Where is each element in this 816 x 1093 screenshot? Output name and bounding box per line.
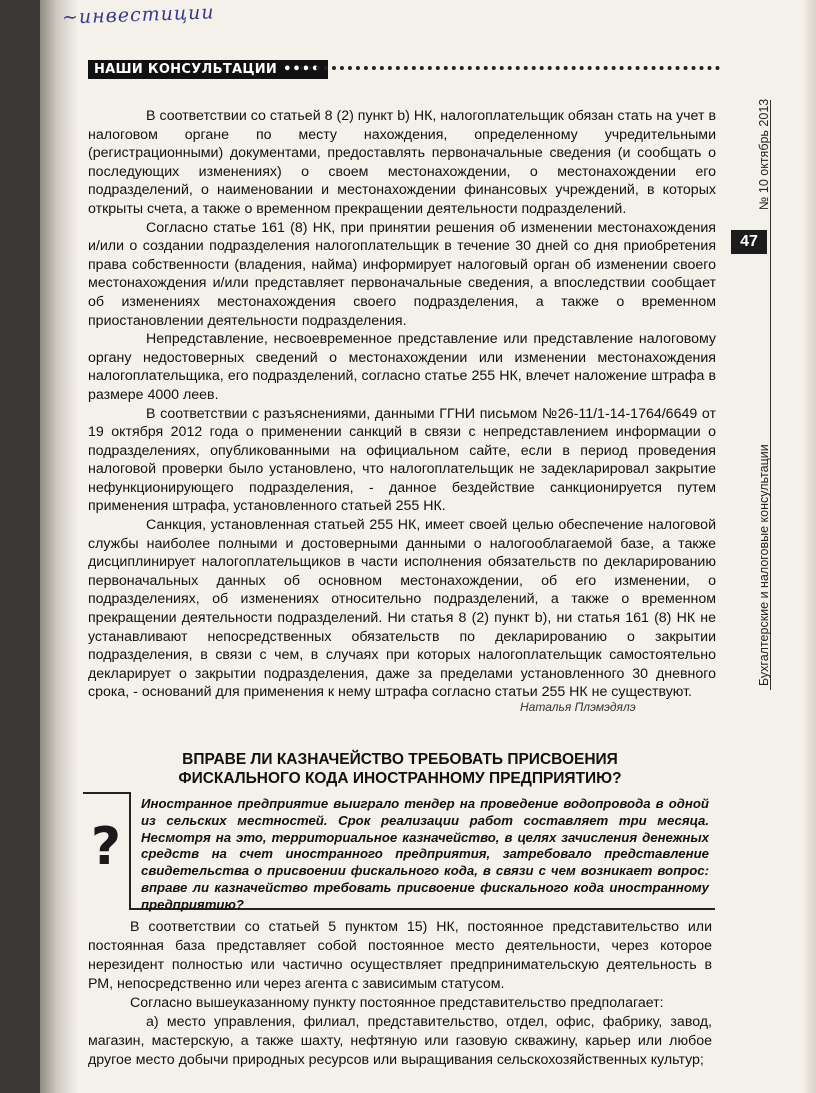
paragraph: Согласно вышеуказанному пункту постоянное представительство предполагает: <box>130 995 664 1011</box>
journal-issue: № 10 октябрь 2013 <box>757 98 771 210</box>
handwritten-note: ~инвестиции <box>61 1 215 29</box>
header-dotted-rule <box>300 66 720 70</box>
page-edge <box>802 0 816 1093</box>
section-header <box>88 60 328 79</box>
book-gutter <box>40 0 78 1093</box>
journal-name: Бухгалтерские и налоговые консультации <box>757 444 771 686</box>
paragraph: Санкция, установленная статьей 255 НК, имеет своей целью обеспечение налоговой службы наиболее полными и достоверными данными о налогооблагаемой базе, а также дисциплинирует налогоплательщиков в части исполнения обязательств по декларированию первоначальных данных об основном местонахождении, об его изменении, о подразделениях, об изменениях относительно подразделений, а также о временном прекращении деятельности подразделений. Ни статья 8 (2) пункт b), ни статья 161 (8) НК не устанавливают непосредственных обязательств по декларированию о закрытии подразделения, в связи с чем, в случаях при которых налогоплательщик самостоятельно декларирует о закрытии подразделения, даже за пределами установленного 30 дневного срока, - оснований для применения к нему штрафа согласно статьи 255 НК не существуют. <box>88 517 716 701</box>
paragraph: Непредставление, несвоевременное представление или представление налоговому органу недостоверных сведений о местонахождении или изменении местонахождения налогоплательщика, его подразделений, согласно статье 255 НК, влечет наложение штрафа в размере 4000 леев. <box>88 331 716 403</box>
paragraph: В соответствии со статьей 5 пунктом 15) НК, постоянное представительство или постоянная база представляет собой постоянное место деятельности, через которое нерезидент полностью или частично осуществляет предпринимательскую деятельность в РМ, непосредственно или через агента с зависимым статусом. <box>88 919 712 992</box>
article-author: Наталья Плэмэдялэ <box>520 700 636 714</box>
question-mark-icon: ? <box>90 817 122 877</box>
journal-issue-block <box>757 99 771 210</box>
article-body <box>88 107 716 702</box>
page-number: 47 <box>731 230 767 254</box>
journal-running-title <box>757 444 771 686</box>
question-divider <box>129 792 131 910</box>
question-text: Иностранное предприятие выиграло тендер на проведение водопровода в одной из сельских местностей. Срок реализации работ составляет три месяца. Несмотря на это, территориальное казначейство, в целях зачисления денежных средств на счет иностранного предприятия, затребовало представление свидетельства о присвоении фискального кода, в связи с чем возникает вопрос: вправе ли казначейство требовать присвоение фискального кода иностранному предприятию? <box>141 796 709 912</box>
section-header-dots: •••• <box>283 62 321 77</box>
article-title: ВПРАВЕ ЛИ КАЗНАЧЕЙСТВО ТРЕБОВАТЬ ПРИСВОЕНИЯ ФИСКАЛЬНОГО КОДА ИНОСТРАННОМУ ПРЕДПРИЯТИЮ? <box>178 751 622 787</box>
list-item: а) место управления, филиал, представительство, отдел, офис, фабрику, завод, магазин, мастерскую, а также шахту, нефтяную или газовую скважину, карьер или любое другое место добычи природных ресурсов или выращивания сельскохозяйственных культур; <box>88 1014 712 1068</box>
question-box <box>83 792 715 910</box>
paragraph: Согласно статье 161 (8) НК, при принятии решения об изменении местонахождения и/или о создании подразделения налогоплательщик в течение 30 дней со дня приобретения права собственности (владения, найма) информирует налоговый орган об изменении своего местонахождения и/или представляет первоначальные сведения, а впоследствии сообщает об изменениях местонахождения своего подразделения, а также о временном приостановлении деятельности подразделения. <box>88 219 716 329</box>
section-header-label: НАШИ КОНСУЛЬТАЦИИ <box>94 62 278 77</box>
paragraph: В соответствии со статьей 8 (2) пункт b) НК, налогоплательщик обязан стать на учет в налоговом органе по месту нахождения, определенному учредительными (регистрационными) документами, предоставлять первоначальные сведения (и сообщать о последующих изменениях) о своем местонахождении, о местонахождении его подразделений, о наименовании и местонахождении финансовых учреждений, в которых открыты счета, а также о временном прекращении деятельности подразделений. <box>88 108 716 217</box>
answer-body <box>88 918 712 1070</box>
paragraph: В соответствии с разъяснениями, данными ГГНИ письмом №26-11/1-14-1764/6649 от 19 октября 2012 года о применении санкций в связи с непредставлением информации о подразделениях, опубликованными на официальном сайте, если в период проведения налоговой проверки было установлено, что налогоплательщик не задекларировал закрытие нефункционирующего подразделения, - данное бездействие санкционируется путем применения штрафа, установленного статьей 255 НК. <box>88 405 716 515</box>
